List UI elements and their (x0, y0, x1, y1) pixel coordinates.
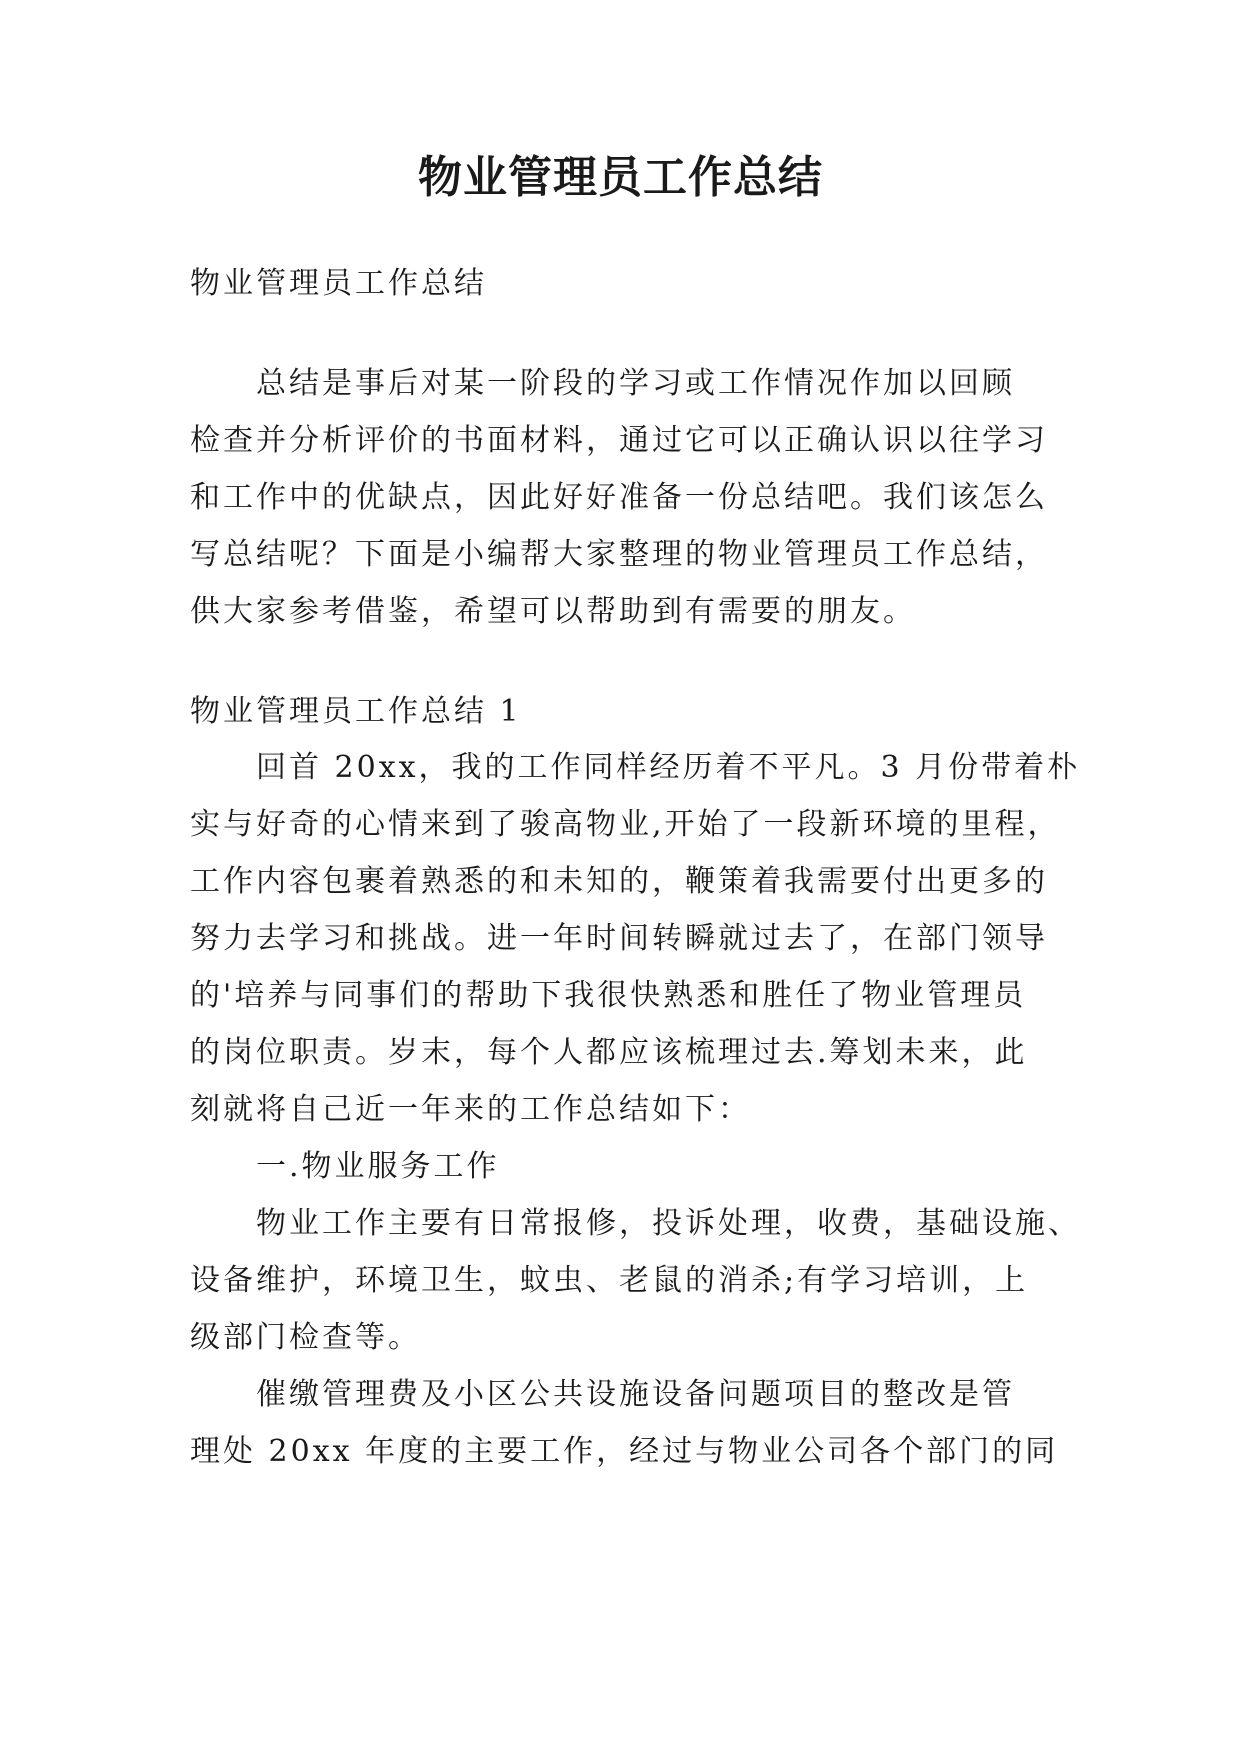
body-line: 的'培养与同事们的帮助下我很快熟悉和胜任了物业管理员 (190, 978, 1027, 1013)
body-paragraph (190, 739, 1081, 1138)
intro-line: 检查并分析评价的书面材料，通过它可以正确认识以往学习 (190, 423, 1048, 458)
body-paragraph (190, 1366, 1070, 1480)
document-subtitle: 物业管理员工作总结 (190, 266, 487, 301)
body-line: 物业工作主要有日常报修，投诉处理，收费，基础设施、 (256, 1206, 1081, 1241)
document-title: 物业管理员工作总结 (418, 152, 823, 203)
intro-line: 写总结呢？下面是小编帮大家整理的物业管理员工作总结， (190, 537, 1048, 572)
intro-paragraph (190, 355, 1070, 640)
body-line: 回首 20xx，我的工作同样经历着不平凡。3 月份带着朴 (256, 750, 1081, 785)
body-line: 努力去学习和挑战。进一年时间转瞬就过去了，在部门领导 (190, 921, 1048, 956)
body-line: 刻就将自己近一年来的工作总结如下： (190, 1092, 751, 1127)
intro-line: 供大家参考借鉴，希望可以帮助到有需要的朋友。 (190, 594, 916, 629)
body-line: 级部门检查等。 (190, 1320, 421, 1355)
body-line: 实与好奇的心情来到了骏高物业,开始了一段新环境的里程， (190, 807, 1061, 842)
intro-line: 总结是事后对某一阶段的学习或工作情况作加以回顾 (256, 366, 1015, 401)
section-heading: 物业管理员工作总结 1 (190, 694, 522, 729)
subheading: 一.物业服务工作 (256, 1149, 500, 1184)
body-line: 理处 20xx 年度的主要工作，经过与物业公司各个部门的同 (190, 1434, 1059, 1469)
body-paragraph (190, 1195, 1081, 1366)
body-line: 工作内容包裹着熟悉的和未知的，鞭策着我需要付出更多的 (190, 864, 1048, 899)
body-line: 的岗位职责。岁末，每个人都应该梳理过去.筹划未来，此 (190, 1035, 1028, 1070)
body-line: 催缴管理费及小区公共设施设备问题项目的整改是管 (256, 1377, 1015, 1412)
body-line: 设备维护，环境卫生，蚊虫、老鼠的消杀;有学习培训，上 (190, 1263, 1029, 1298)
intro-line: 和工作中的优缺点，因此好好准备一份总结吧。我们该怎么 (190, 480, 1048, 515)
